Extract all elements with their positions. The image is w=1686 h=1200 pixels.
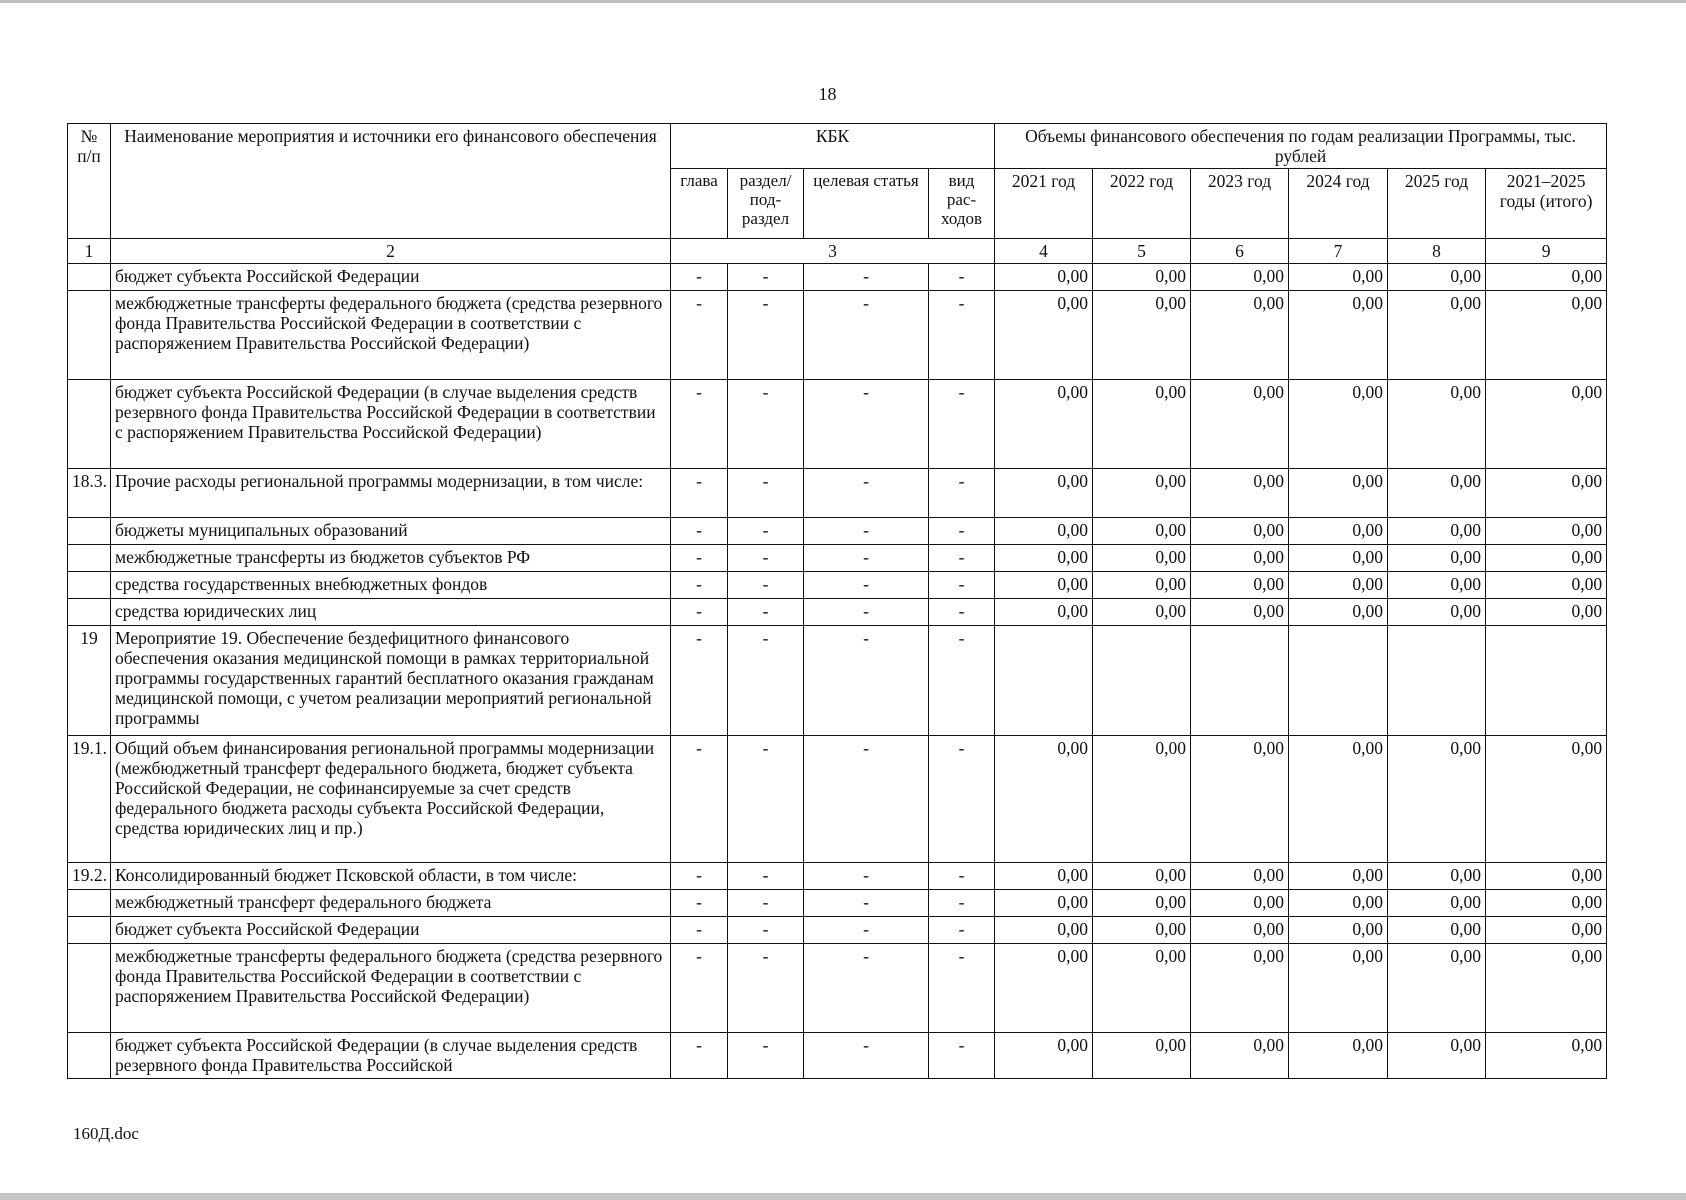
row-name: межбюджетные трансферты федерального бюджета (средства резервного фонда Правительства Российской Федерации в соответствии с распоряжением Правительства Российской Федерации) — [111, 291, 671, 380]
value-2023-cell: 0,00 — [1191, 518, 1289, 545]
header-num: № п/п — [68, 124, 111, 239]
value-2023-cell: 0,00 — [1191, 599, 1289, 626]
value-2021-cell: 0,00 — [995, 545, 1093, 572]
value-2021-cell: 0,00 — [995, 380, 1093, 469]
value-2024-cell: 0,00 — [1289, 291, 1388, 380]
document-filename: 160Д.doc — [73, 1124, 139, 1143]
kbk-razdel-cell: - — [728, 469, 804, 518]
row-number — [68, 545, 111, 572]
value-2023-cell: 0,00 — [1191, 572, 1289, 599]
value-total-cell — [1486, 626, 1607, 736]
table-row — [68, 291, 1607, 380]
table-row — [68, 380, 1607, 469]
row-name: Общий объем финансирования региональной программы модернизации (межбюджетный трансферт федерального бюджета, бюджет субъекта Российской Федерации, не софинансируемые за счет средств федерального бюджета расходы субъекта Российской Федерации, средства юридических лиц и пр.) — [111, 736, 671, 863]
kbk-vid-cell: - — [929, 291, 995, 380]
kbk-razdel-cell: - — [728, 380, 804, 469]
value-2021-cell: 0,00 — [995, 518, 1093, 545]
row-name: бюджет субъекта Российской Федерации (в случае выделения средств резервного фонда Правительства Российской Федерации в соответствии с распоряжением Правительства Российской Федерации) — [111, 380, 671, 469]
value-2023-cell: 0,00 — [1191, 917, 1289, 944]
kbk-glava-cell: - — [671, 264, 728, 291]
row-number: 19.2. — [68, 863, 111, 890]
kbk-statya-cell: - — [804, 291, 929, 380]
column-number: 4 — [995, 239, 1093, 264]
value-2021-cell: 0,00 — [995, 599, 1093, 626]
kbk-razdel-cell: - — [728, 917, 804, 944]
value-2022-cell: 0,00 — [1093, 1033, 1191, 1079]
kbk-glava-cell: - — [671, 380, 728, 469]
kbk-glava-cell: - — [671, 572, 728, 599]
header-razdel: раздел/ под- раздел — [728, 169, 804, 239]
row-name: Консолидированный бюджет Псковской области, в том числе: — [111, 863, 671, 890]
value-2025-cell: 0,00 — [1388, 890, 1486, 917]
value-2022-cell: 0,00 — [1093, 599, 1191, 626]
column-number: 9 — [1486, 239, 1607, 264]
value-total-cell: 0,00 — [1486, 736, 1607, 863]
table-row — [68, 890, 1607, 917]
table-row — [68, 944, 1607, 1033]
value-2022-cell: 0,00 — [1093, 572, 1191, 599]
table-body — [68, 264, 1607, 1079]
value-2025-cell: 0,00 — [1388, 469, 1486, 518]
kbk-vid-cell: - — [929, 469, 995, 518]
table-row — [68, 518, 1607, 545]
kbk-glava-cell: - — [671, 944, 728, 1033]
value-2025-cell: 0,00 — [1388, 264, 1486, 291]
kbk-vid-cell: - — [929, 572, 995, 599]
value-2021-cell: 0,00 — [995, 469, 1093, 518]
kbk-glava-cell: - — [671, 469, 728, 518]
value-2021-cell: 0,00 — [995, 863, 1093, 890]
value-total-cell: 0,00 — [1486, 890, 1607, 917]
row-name: бюджет субъекта Российской Федерации — [111, 917, 671, 944]
kbk-statya-cell: - — [804, 264, 929, 291]
value-2023-cell: 0,00 — [1191, 469, 1289, 518]
kbk-razdel-cell: - — [728, 572, 804, 599]
header-kbk: КБК — [671, 124, 995, 169]
value-total-cell: 0,00 — [1486, 572, 1607, 599]
value-2024-cell: 0,00 — [1289, 944, 1388, 1033]
kbk-statya-cell: - — [804, 545, 929, 572]
value-2021-cell: 0,00 — [995, 890, 1093, 917]
kbk-statya-cell: - — [804, 1033, 929, 1079]
kbk-razdel-cell: - — [728, 518, 804, 545]
value-2022-cell: 0,00 — [1093, 736, 1191, 863]
kbk-razdel-cell: - — [728, 626, 804, 736]
table-row — [68, 545, 1607, 572]
kbk-statya-cell: - — [804, 380, 929, 469]
table-row — [68, 917, 1607, 944]
row-number — [68, 518, 111, 545]
kbk-statya-cell: - — [804, 572, 929, 599]
column-number: 1 — [68, 239, 111, 264]
kbk-statya-cell: - — [804, 518, 929, 545]
row-number: 18.3. — [68, 469, 111, 518]
value-2022-cell: 0,00 — [1093, 291, 1191, 380]
header-year-2022: 2022 год — [1093, 169, 1191, 239]
value-2025-cell: 0,00 — [1388, 1033, 1486, 1079]
value-2023-cell: 0,00 — [1191, 890, 1289, 917]
value-2025-cell: 0,00 — [1388, 599, 1486, 626]
value-2024-cell: 0,00 — [1289, 469, 1388, 518]
row-number — [68, 599, 111, 626]
row-number: 19 — [68, 626, 111, 736]
row-name: Прочие расходы региональной программы модернизации, в том числе: — [111, 469, 671, 518]
kbk-vid-cell: - — [929, 944, 995, 1033]
value-2024-cell: 0,00 — [1289, 863, 1388, 890]
table-row — [68, 469, 1607, 518]
kbk-razdel-cell: - — [728, 944, 804, 1033]
value-2022-cell: 0,00 — [1093, 264, 1191, 291]
kbk-vid-cell: - — [929, 545, 995, 572]
kbk-razdel-cell: - — [728, 599, 804, 626]
kbk-razdel-cell: - — [728, 863, 804, 890]
row-name: бюджеты муниципальных образований — [111, 518, 671, 545]
value-2024-cell: 0,00 — [1289, 599, 1388, 626]
value-2021-cell: 0,00 — [995, 291, 1093, 380]
kbk-razdel-cell: - — [728, 890, 804, 917]
value-total-cell: 0,00 — [1486, 1033, 1607, 1079]
value-2025-cell: 0,00 — [1388, 380, 1486, 469]
kbk-statya-cell: - — [804, 944, 929, 1033]
kbk-vid-cell: - — [929, 863, 995, 890]
value-2024-cell: 0,00 — [1289, 1033, 1388, 1079]
value-2023-cell: 0,00 — [1191, 944, 1289, 1033]
row-number — [68, 380, 111, 469]
value-2024-cell: 0,00 — [1289, 545, 1388, 572]
value-2022-cell — [1093, 626, 1191, 736]
row-number — [68, 291, 111, 380]
value-2025-cell: 0,00 — [1388, 917, 1486, 944]
kbk-statya-cell: - — [804, 469, 929, 518]
column-number: 7 — [1289, 239, 1388, 264]
value-2022-cell: 0,00 — [1093, 380, 1191, 469]
kbk-vid-cell: - — [929, 380, 995, 469]
header-statya: целевая статья — [804, 169, 929, 239]
value-2024-cell: 0,00 — [1289, 890, 1388, 917]
column-number: 6 — [1191, 239, 1289, 264]
value-2025-cell: 0,00 — [1388, 291, 1486, 380]
row-name: межбюджетные трансферты федерального бюджета (средства резервного фонда Правительства Российской Федерации в соответствии с распоряжением Правительства Российской Федерации) — [111, 944, 671, 1033]
header-year-2024: 2024 год — [1289, 169, 1388, 239]
table-row — [68, 863, 1607, 890]
row-name: средства государственных внебюджетных фондов — [111, 572, 671, 599]
value-2024-cell: 0,00 — [1289, 917, 1388, 944]
row-number — [68, 917, 111, 944]
value-2024-cell: 0,00 — [1289, 572, 1388, 599]
header-year-2023: 2023 год — [1191, 169, 1289, 239]
value-2022-cell: 0,00 — [1093, 890, 1191, 917]
table-row — [68, 626, 1607, 736]
kbk-statya-cell: - — [804, 736, 929, 863]
kbk-vid-cell: - — [929, 736, 995, 863]
kbk-statya-cell: - — [804, 626, 929, 736]
kbk-razdel-cell: - — [728, 291, 804, 380]
value-total-cell: 0,00 — [1486, 518, 1607, 545]
value-2023-cell: 0,00 — [1191, 1033, 1289, 1079]
value-2025-cell: 0,00 — [1388, 736, 1486, 863]
row-name: средства юридических лиц — [111, 599, 671, 626]
page-number: 18 — [818, 84, 837, 104]
value-total-cell: 0,00 — [1486, 380, 1607, 469]
value-2021-cell: 0,00 — [995, 572, 1093, 599]
value-2022-cell: 0,00 — [1093, 469, 1191, 518]
value-total-cell: 0,00 — [1486, 863, 1607, 890]
column-number: 3 — [671, 239, 995, 264]
kbk-razdel-cell: - — [728, 1033, 804, 1079]
kbk-vid-cell: - — [929, 890, 995, 917]
value-2023-cell: 0,00 — [1191, 736, 1289, 863]
value-total-cell: 0,00 — [1486, 469, 1607, 518]
value-2021-cell: 0,00 — [995, 917, 1093, 944]
column-number: 8 — [1388, 239, 1486, 264]
table-row — [68, 572, 1607, 599]
value-2024-cell: 0,00 — [1289, 736, 1388, 863]
table-row — [68, 736, 1607, 863]
row-number — [68, 1033, 111, 1079]
header-vid: вид рас- ходов — [929, 169, 995, 239]
value-2022-cell: 0,00 — [1093, 944, 1191, 1033]
kbk-glava-cell: - — [671, 736, 728, 863]
row-number: 19.1. — [68, 736, 111, 863]
value-2023-cell: 0,00 — [1191, 863, 1289, 890]
kbk-glava-cell: - — [671, 890, 728, 917]
scan-edge-bottom — [0, 1193, 1686, 1200]
financing-table — [67, 123, 1607, 1079]
header-glava: глава — [671, 169, 728, 239]
kbk-statya-cell: - — [804, 863, 929, 890]
value-2023-cell: 0,00 — [1191, 264, 1289, 291]
row-number — [68, 890, 111, 917]
kbk-statya-cell: - — [804, 599, 929, 626]
value-2024-cell: 0,00 — [1289, 264, 1388, 291]
kbk-vid-cell: - — [929, 626, 995, 736]
column-number-row — [68, 239, 1607, 264]
header-total: 2021–2025 годы (итого) — [1486, 169, 1607, 239]
value-total-cell: 0,00 — [1486, 264, 1607, 291]
value-total-cell: 0,00 — [1486, 944, 1607, 1033]
value-2025-cell: 0,00 — [1388, 545, 1486, 572]
row-name: межбюджетные трансферты из бюджетов субъектов РФ — [111, 545, 671, 572]
value-2023-cell: 0,00 — [1191, 291, 1289, 380]
table-row — [68, 599, 1607, 626]
kbk-vid-cell: - — [929, 518, 995, 545]
kbk-razdel-cell: - — [728, 736, 804, 863]
value-2021-cell: 0,00 — [995, 264, 1093, 291]
value-2023-cell: 0,00 — [1191, 545, 1289, 572]
value-total-cell: 0,00 — [1486, 291, 1607, 380]
value-2023-cell: 0,00 — [1191, 380, 1289, 469]
column-number: 5 — [1093, 239, 1191, 264]
kbk-statya-cell: - — [804, 917, 929, 944]
kbk-razdel-cell: - — [728, 545, 804, 572]
value-2024-cell — [1289, 626, 1388, 736]
row-name: бюджет субъекта Российской Федерации — [111, 264, 671, 291]
kbk-vid-cell: - — [929, 917, 995, 944]
value-2024-cell: 0,00 — [1289, 380, 1388, 469]
value-2022-cell: 0,00 — [1093, 863, 1191, 890]
value-2021-cell: 0,00 — [995, 736, 1093, 863]
kbk-razdel-cell: - — [728, 264, 804, 291]
value-2024-cell: 0,00 — [1289, 518, 1388, 545]
kbk-glava-cell: - — [671, 599, 728, 626]
value-2023-cell — [1191, 626, 1289, 736]
kbk-glava-cell: - — [671, 863, 728, 890]
row-number — [68, 944, 111, 1033]
kbk-vid-cell: - — [929, 1033, 995, 1079]
value-2022-cell: 0,00 — [1093, 917, 1191, 944]
value-2025-cell — [1388, 626, 1486, 736]
value-2025-cell: 0,00 — [1388, 944, 1486, 1033]
value-2022-cell: 0,00 — [1093, 545, 1191, 572]
value-total-cell: 0,00 — [1486, 545, 1607, 572]
value-2021-cell: 0,00 — [995, 944, 1093, 1033]
header-year-2021: 2021 год — [995, 169, 1093, 239]
kbk-vid-cell: - — [929, 264, 995, 291]
header-name: Наименование мероприятия и источники его финансового обеспечения — [111, 124, 671, 239]
value-2025-cell: 0,00 — [1388, 863, 1486, 890]
value-2021-cell — [995, 626, 1093, 736]
value-total-cell: 0,00 — [1486, 599, 1607, 626]
kbk-glava-cell: - — [671, 626, 728, 736]
table-row — [68, 264, 1607, 291]
kbk-glava-cell: - — [671, 291, 728, 380]
kbk-vid-cell: - — [929, 599, 995, 626]
value-2022-cell: 0,00 — [1093, 518, 1191, 545]
value-2025-cell: 0,00 — [1388, 518, 1486, 545]
kbk-statya-cell: - — [804, 890, 929, 917]
kbk-glava-cell: - — [671, 1033, 728, 1079]
row-name: бюджет субъекта Российской Федерации (в случае выделения средств резервного фонда Правительства Российской — [111, 1033, 671, 1079]
value-2021-cell: 0,00 — [995, 1033, 1093, 1079]
header-volumes: Объемы финансового обеспечения по годам реализации Программы, тыс. рублей — [995, 124, 1607, 169]
column-number: 2 — [111, 239, 671, 264]
scan-edge-top — [0, 0, 1686, 3]
kbk-glava-cell: - — [671, 518, 728, 545]
kbk-glava-cell: - — [671, 545, 728, 572]
row-number — [68, 264, 111, 291]
header-year-2025: 2025 год — [1388, 169, 1486, 239]
row-number — [68, 572, 111, 599]
row-name: Мероприятие 19. Обеспечение бездефицитного финансового обеспечения оказания медицинской помощи в рамках территориальной программы государственных гарантий бесплатного оказания гражданам медицинской помощи, с учетом реализации мероприятий региональной программы — [111, 626, 671, 736]
row-name: межбюджетный трансферт федерального бюджета — [111, 890, 671, 917]
table-row — [68, 1033, 1607, 1079]
value-total-cell: 0,00 — [1486, 917, 1607, 944]
value-2025-cell: 0,00 — [1388, 572, 1486, 599]
kbk-glava-cell: - — [671, 917, 728, 944]
